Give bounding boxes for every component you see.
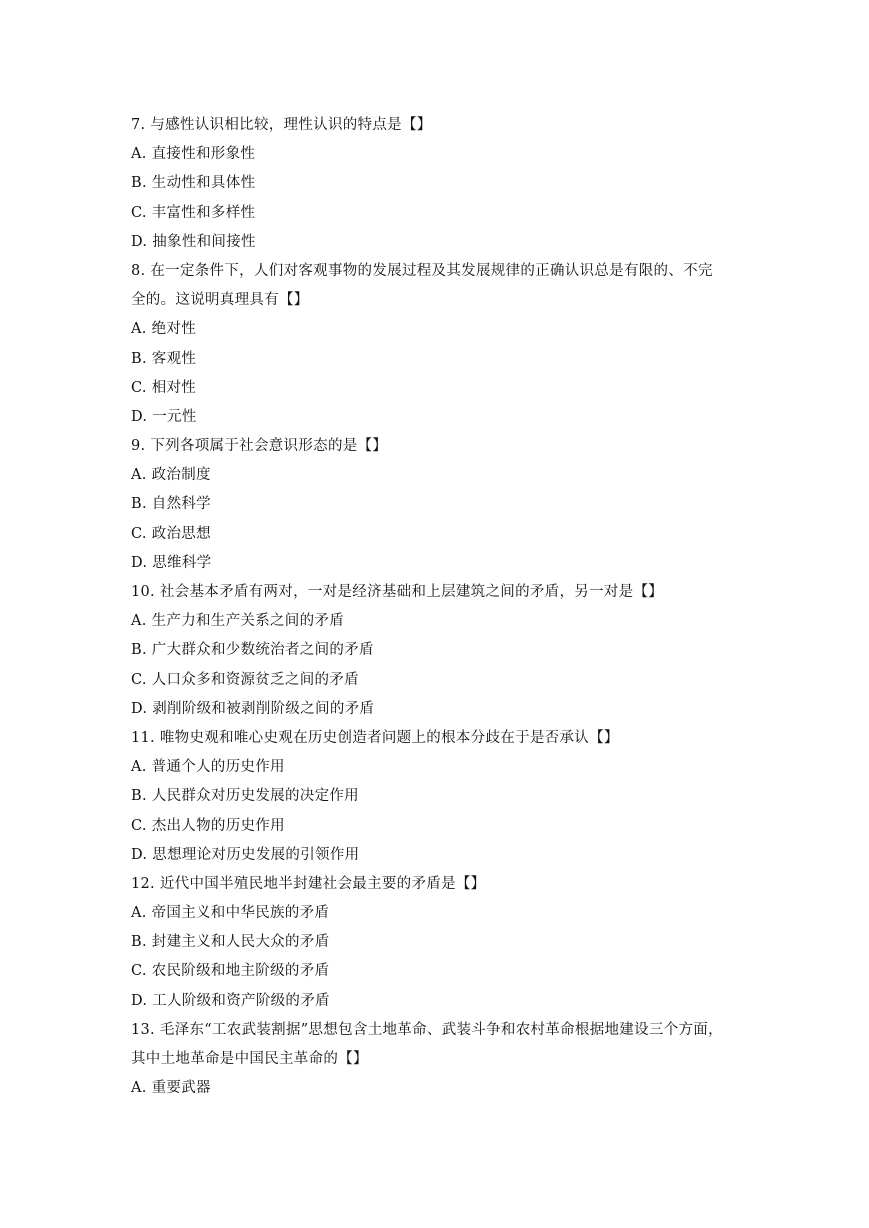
option-b: B. 客观性 (131, 350, 197, 367)
question-12 (131, 870, 751, 1016)
question-stem: 10. 社会基本矛盾有两对，一对是经济基础和上层建筑之间的矛盾，另一对是【】 (131, 584, 664, 600)
option-a: A. 直接性和形象性 (131, 146, 256, 163)
question-10 (131, 578, 751, 724)
option-a: A. 重要武器 (131, 1080, 211, 1097)
question-13 (131, 1016, 751, 1104)
option-b: B. 生动性和具体性 (131, 175, 256, 192)
question-8 (131, 257, 751, 432)
question-stem: 12. 近代中国半殖民地半封建社会最主要的矛盾是【】 (131, 875, 486, 892)
option-c: C. 丰富性和多样性 (131, 204, 256, 221)
option-d: D. 思想理论对历史发展的引领作用 (131, 846, 360, 863)
option-c: C. 人口众多和资源贫乏之间的矛盾 (131, 671, 359, 688)
option-c: C. 相对性 (131, 379, 197, 396)
option-d: D. 一元性 (131, 408, 197, 425)
question-stem: 9. 下列各项属于社会意识形态的是【】 (131, 438, 388, 455)
option-d: D. 工人阶级和资产阶级的矛盾 (131, 992, 330, 1009)
option-a: A. 生产力和生产关系之间的矛盾 (131, 613, 344, 630)
option-b: B. 广大群众和少数统治者之间的矛盾 (131, 642, 374, 659)
question-stem: 7. 与感性认识相比较，理性认识的特点是【】 (131, 117, 432, 133)
question-stem: 13. 毛泽东“工农武装割据”思想包含土地革命、武装斗争和农村革命根据地建设三个方面， (131, 1021, 723, 1038)
option-b: B. 封建主义和人民大众的矛盾 (131, 934, 330, 951)
option-b: B. 人民群众对历史发展的决定作用 (131, 788, 359, 805)
question-stem: 11. 唯物史观和唯心史观在历史创造者问题上的根本分歧在于是否承认【】 (131, 729, 619, 746)
option-a: A. 帝国主义和中华民族的矛盾 (131, 905, 330, 922)
question-11 (131, 724, 751, 870)
option-c: C. 杰出人物的历史作用 (131, 817, 285, 834)
option-d: D. 抽象性和间接性 (131, 233, 256, 250)
question-stem-continued: 全的。这说明真理具有【】 (131, 292, 309, 309)
option-c: C. 农民阶级和地主阶级的矛盾 (131, 963, 330, 980)
question-stem: 8. 在一定条件下，人们对客观事物的发展过程及其发展规律的正确认识总是有限的、不完 (131, 262, 713, 279)
question-stem-continued: 其中土地革命是中国民主革命的【】 (131, 1051, 368, 1067)
question-9 (131, 432, 751, 578)
option-a: A. 政治制度 (131, 467, 211, 484)
question-7 (131, 111, 751, 257)
option-b: B. 自然科学 (131, 496, 211, 513)
question-list (131, 111, 751, 1103)
option-a: A. 普通个人的历史作用 (131, 759, 285, 776)
option-c: C. 政治思想 (131, 525, 211, 542)
option-d: D. 思维科学 (131, 554, 212, 571)
option-d: D. 剥削阶级和被剥削阶级之间的矛盾 (131, 700, 375, 717)
option-a: A. 绝对性 (131, 321, 196, 338)
